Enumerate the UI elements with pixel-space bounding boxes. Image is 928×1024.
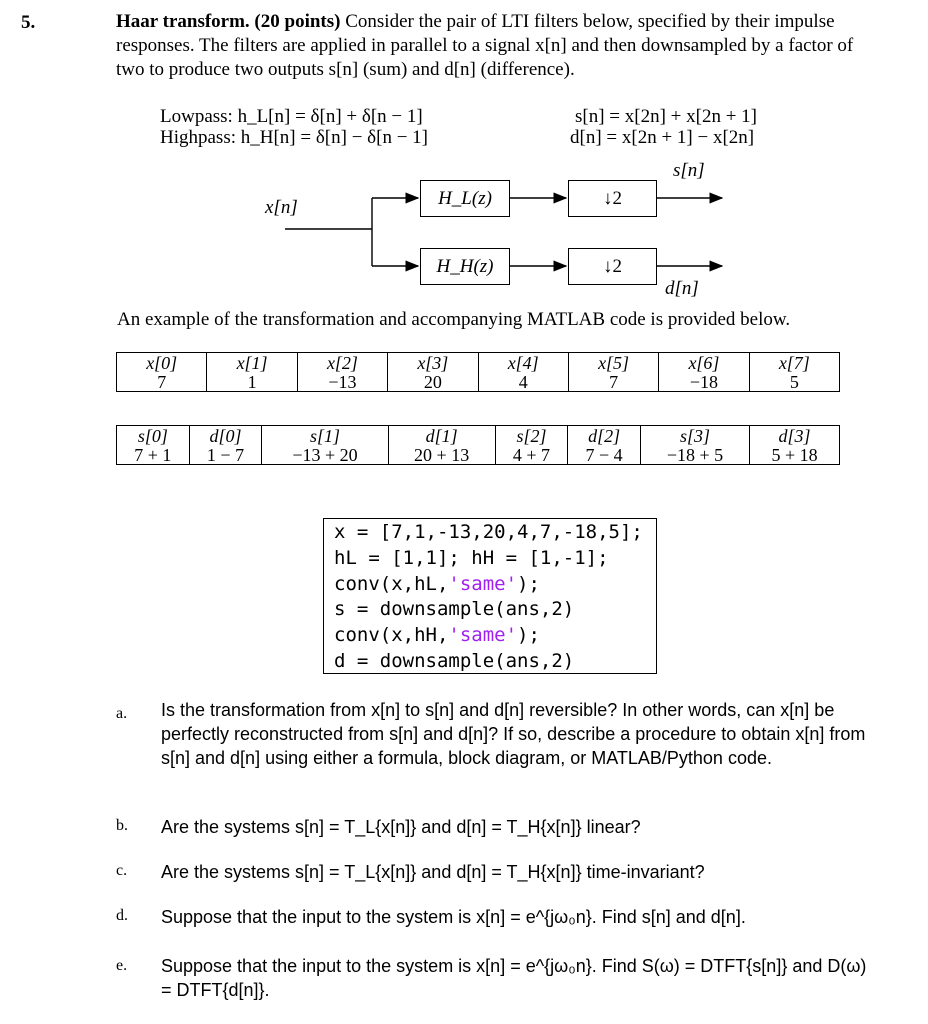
problem-intro-text: Consider the pair of LTI filters below, specified by their impulse responses. The filters are applied in parallel to a signal x[n] and then downsampled by a factor of two to produce two outputs s[n] (sum) and d[n] (difference).	[116, 11, 854, 80]
table-cell: x[6]	[659, 353, 749, 373]
signal-x-table	[116, 352, 840, 392]
table-value-row	[117, 372, 840, 392]
question-e-label: e.	[116, 957, 128, 974]
table-cell: −13	[297, 372, 387, 392]
example-caption: An example of the transformation and accompanying MATLAB code is provided below.	[117, 309, 791, 330]
code-line: s = downsample(ans,2)	[334, 598, 575, 621]
table-cell: −13 + 20	[262, 445, 388, 465]
problem-title: Haar transform. (20 points)	[116, 11, 341, 32]
table-cell: 4 + 7	[495, 445, 568, 465]
table-cell: d[3]	[750, 426, 840, 446]
table-cell: 4	[478, 372, 568, 392]
question-c-text: Are the systems s[n] = T_L{x[n]} and d[n] = T_H{x[n]} time-invariant?	[161, 862, 705, 882]
output-d-label: d[n]	[665, 278, 699, 299]
downsample-block-top: ↓2	[568, 180, 657, 217]
highpass-equation: Highpass: h_H[n] = δ[n] − δ[n − 1]	[160, 127, 428, 148]
table-cell: x[4]	[478, 353, 568, 373]
table-cell: x[0]	[117, 353, 207, 373]
table-cell: d[1]	[388, 426, 495, 446]
problem-number: 5.	[21, 12, 36, 33]
table-cell: 7 + 1	[117, 445, 190, 465]
table-cell: 1 − 7	[189, 445, 262, 465]
table-cell: x[1]	[207, 353, 297, 373]
table-cell: 5	[749, 372, 839, 392]
table-cell: −18 + 5	[640, 445, 749, 465]
signal-sd-table	[116, 425, 840, 465]
table-cell: x[5]	[568, 353, 658, 373]
question-d-text: Suppose that the input to the system is x[n] = e^{jω₀n}. Find s[n] and d[n].	[161, 907, 746, 927]
input-signal-label: x[n]	[265, 197, 298, 218]
code-line: x = [7,1,-13,20,4,7,-18,5];	[334, 521, 643, 543]
code-line: d = downsample(ans,2)	[334, 649, 575, 672]
question-c-label: c.	[116, 862, 128, 879]
s-definition: s[n] = x[2n] + x[2n + 1]	[575, 106, 758, 127]
table-cell: d[2]	[568, 426, 641, 446]
table-header-row	[117, 353, 840, 373]
question-b-text: Are the systems s[n] = T_L{x[n]} and d[n] = T_H{x[n]} linear?	[161, 817, 641, 837]
matlab-code-box	[323, 518, 657, 674]
question-d-label: d.	[116, 907, 128, 924]
d-definition: d[n] = x[2n + 1] − x[2n]	[570, 127, 755, 148]
lowpass-equation: Lowpass: h_L[n] = δ[n] + δ[n − 1]	[160, 106, 423, 127]
table-cell: 7 − 4	[568, 445, 641, 465]
table-cell: 7	[568, 372, 658, 392]
question-a-label: a.	[116, 705, 128, 722]
table-cell: s[2]	[495, 426, 568, 446]
lowpass-filter-block: H_L(z)	[420, 180, 510, 217]
question-a-text: Is the transformation from x[n] to s[n] and d[n] reversible? In other words, can x[n] be perfectly reconstructed from s[n] and d[n]? If so, describe a procedure to obtain x[n] from s[n] and d[n] using either a formula, block diagram, or MATLAB/Python code.	[161, 700, 866, 768]
question-b-label: b.	[116, 817, 128, 834]
code-line: conv(x,hH,'same');	[334, 624, 540, 647]
table-cell: 5 + 18	[750, 445, 840, 465]
table-cell: x[7]	[749, 353, 839, 373]
table-cell: s[3]	[640, 426, 749, 446]
table-cell: 7	[117, 372, 207, 392]
table-cell: 20	[388, 372, 478, 392]
question-e-text: Suppose that the input to the system is x[n] = e^{jω₀n}. Find S(ω) = DTFT{s[n]} and D(ω) = DTFT{d[n]}.	[161, 956, 867, 1000]
table-value-row	[117, 445, 840, 465]
table-cell: −18	[659, 372, 749, 392]
code-string-literal: 'same'	[448, 572, 518, 595]
highpass-filter-block: H_H(z)	[420, 248, 510, 285]
table-cell: 1	[207, 372, 297, 392]
table-cell: s[1]	[262, 426, 388, 446]
table-cell: d[0]	[189, 426, 262, 446]
code-string-literal: 'same'	[448, 624, 518, 647]
table-cell: x[2]	[297, 353, 387, 373]
downsample-block-bottom: ↓2	[568, 248, 657, 285]
table-header-row	[117, 426, 840, 446]
output-s-label: s[n]	[673, 160, 705, 181]
table-cell: 20 + 13	[388, 445, 495, 465]
table-cell: s[0]	[117, 426, 190, 446]
code-line: conv(x,hL,'same');	[334, 572, 540, 595]
table-cell: x[3]	[388, 353, 478, 373]
code-line: hL = [1,1]; hH = [1,-1];	[334, 546, 609, 569]
